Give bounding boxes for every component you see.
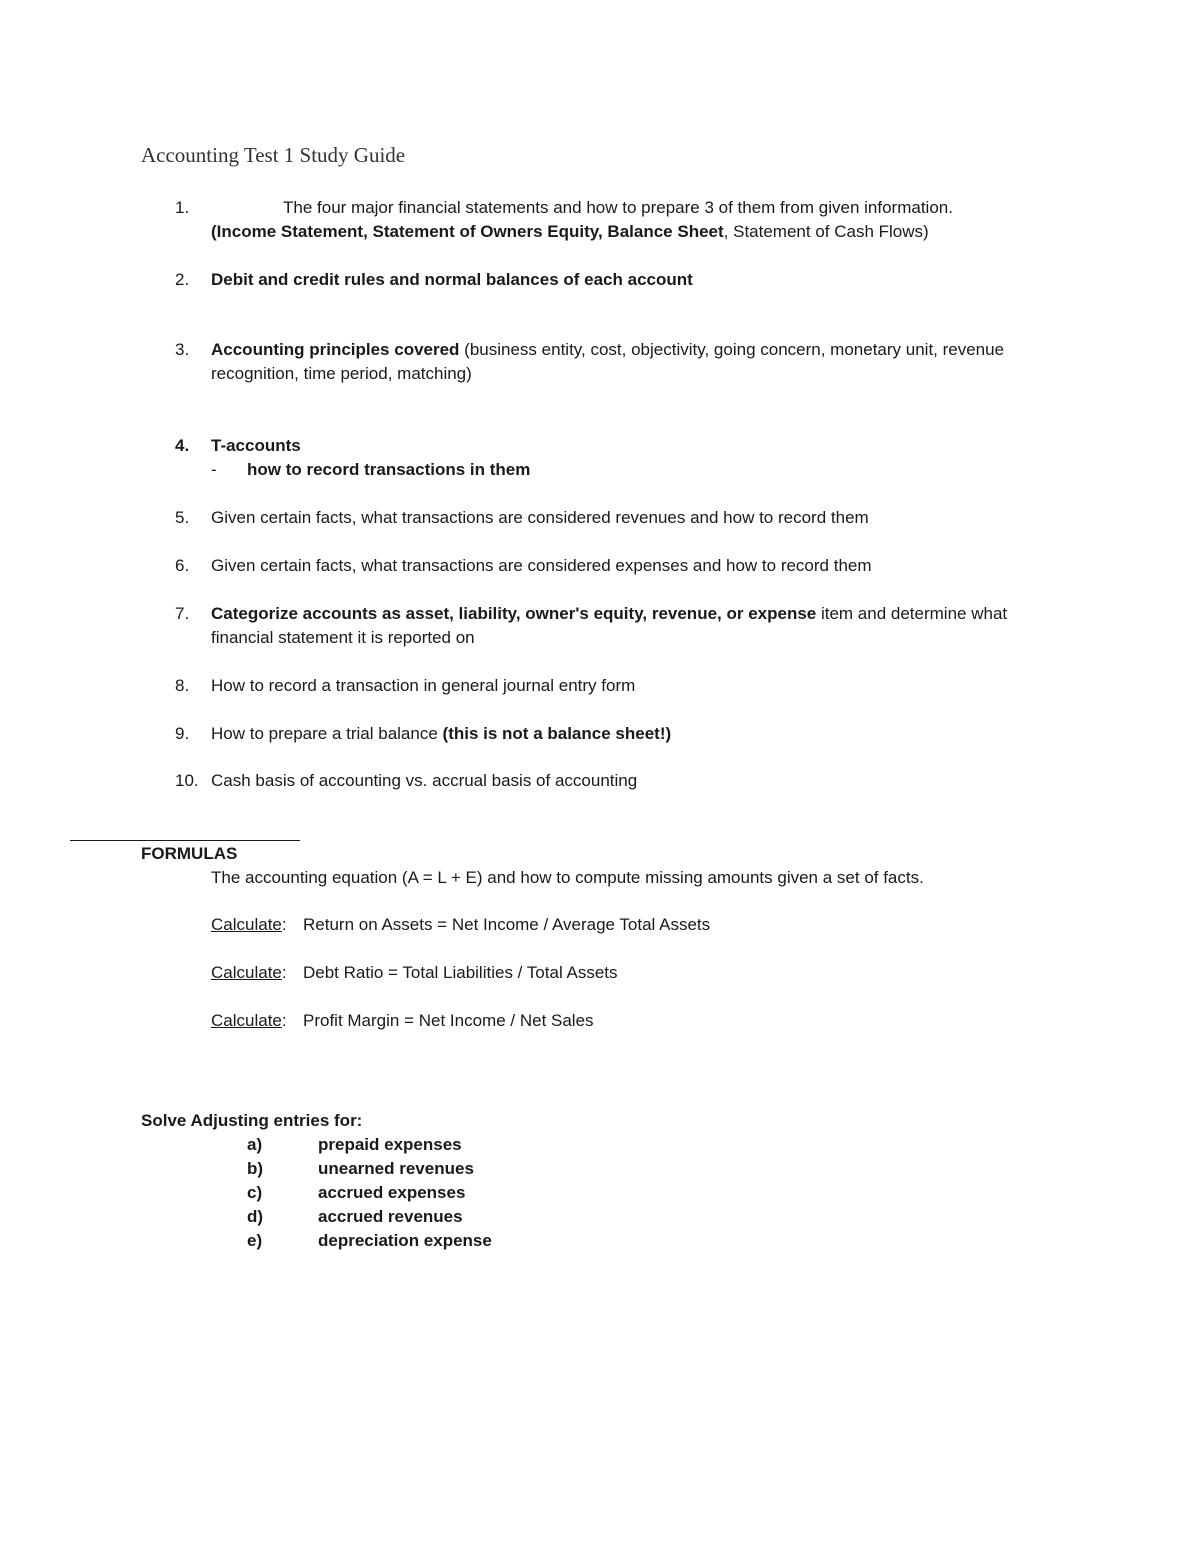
entry-text: accrued revenues <box>318 1207 463 1226</box>
item-text: The four major financial statements and how to prepare 3 of them from given information. <box>283 198 953 217</box>
entry-letter: c) <box>247 1183 263 1202</box>
section-divider <box>70 840 300 841</box>
formulas-heading: FORMULAS <box>141 844 238 863</box>
entry-text: unearned revenues <box>318 1159 474 1178</box>
item-text: How to prepare a trial balance (this is not a balance sheet!) <box>211 724 672 743</box>
item-text: T-accounts <box>211 436 301 455</box>
entry-text: depreciation expense <box>318 1231 492 1250</box>
item-text: Given certain facts, what transactions are considered expenses and how to record them <box>211 556 872 575</box>
item-text-line2: (Income Statement, Statement of Owners Equity, Balance Sheet, Statement of Cash Flows) <box>211 222 929 241</box>
entry-letter: a) <box>247 1135 263 1154</box>
item-number: 4. <box>175 436 190 455</box>
item-text: Categorize accounts as asset, liability, owner's equity, revenue, or expense item and determine what financial statement it is reported on <box>211 604 1008 647</box>
item-text: Accounting principles covered (business entity, cost, objectivity, going concern, monetary unit, revenue recognition, time period, matching) <box>211 340 1005 383</box>
entry-letter: d) <box>247 1207 264 1226</box>
sub-item-dash: - <box>211 460 217 479</box>
item-number: 2. <box>175 270 190 289</box>
item-number: 10. <box>175 771 199 790</box>
entry-letter: b) <box>247 1159 264 1178</box>
page-title: Accounting Test 1 Study Guide <box>141 143 406 167</box>
item-number: 8. <box>175 676 190 695</box>
formula-row: Calculate: <box>211 963 287 982</box>
item-text: Cash basis of accounting vs. accrual basis of accounting <box>211 771 638 790</box>
calculate-label: Calculate <box>211 963 282 982</box>
formula-text: Debt Ratio = Total Liabilities / Total Assets <box>303 963 618 982</box>
formula-row: Calculate: <box>211 915 287 934</box>
calculate-label: Calculate <box>211 1011 282 1030</box>
formula-text: Profit Margin = Net Income / Net Sales <box>303 1011 594 1030</box>
calculate-label: Calculate <box>211 915 282 934</box>
entry-text: prepaid expenses <box>318 1135 462 1154</box>
adjusting-heading: Solve Adjusting entries for: <box>141 1111 363 1130</box>
formula-text: Return on Assets = Net Income / Average Total Assets <box>303 915 711 934</box>
item-number: 6. <box>175 556 190 575</box>
entry-text: accrued expenses <box>318 1183 466 1202</box>
item-text: Given certain facts, what transactions are considered revenues and how to record them <box>211 508 869 527</box>
item-number: 9. <box>175 724 190 743</box>
entry-letter: e) <box>247 1231 263 1250</box>
item-number: 3. <box>175 340 190 359</box>
sub-item-text: how to record transactions in them <box>247 460 531 479</box>
formula-row: Calculate: <box>211 1011 287 1030</box>
item-text: Debit and credit rules and normal balances of each account <box>211 270 693 289</box>
accounting-equation: The accounting equation (A = L + E) and how to compute missing amounts given a set of facts. <box>211 868 924 887</box>
item-number: 1. <box>175 198 190 217</box>
item-number: 5. <box>175 508 190 527</box>
item-text: How to record a transaction in general journal entry form <box>211 676 636 695</box>
item-number: 7. <box>175 604 190 623</box>
